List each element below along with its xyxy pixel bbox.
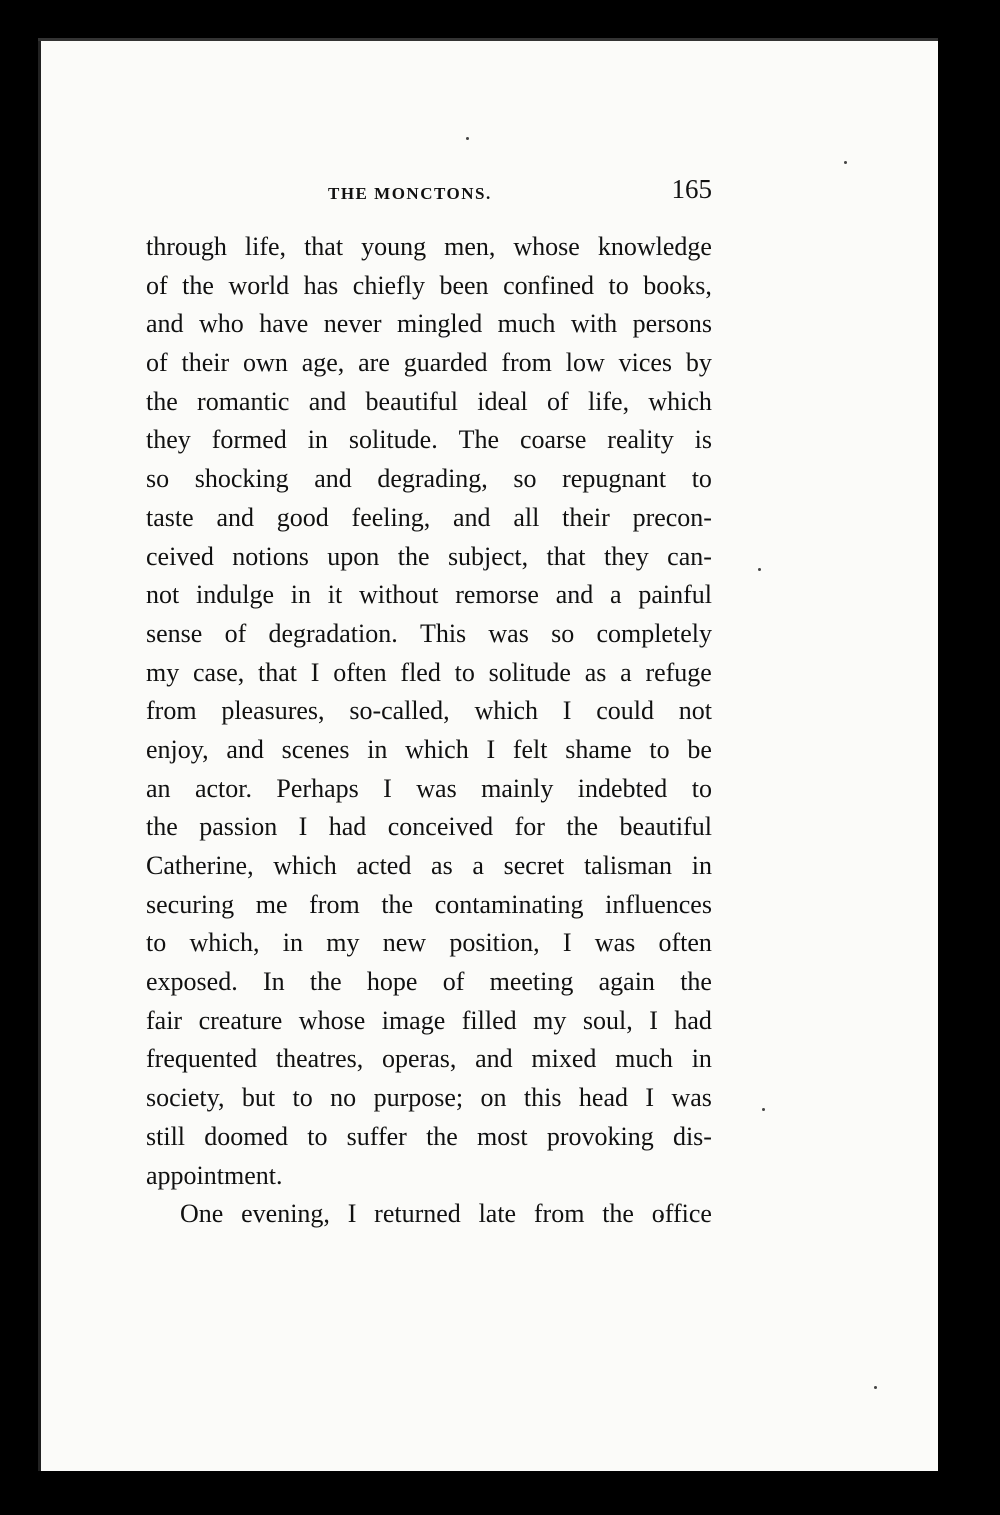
text-line — [146, 692, 712, 731]
word: One — [180, 1199, 224, 1229]
word: good — [276, 502, 329, 532]
text-line — [146, 1040, 712, 1079]
word: ceived — [146, 541, 214, 571]
word: dis- — [672, 1121, 712, 1151]
text-line — [146, 1002, 712, 1041]
word: scenes — [281, 734, 350, 764]
word: In — [262, 967, 285, 997]
word: the — [381, 889, 414, 919]
word: enjoy, — [146, 734, 209, 764]
word: had — [674, 1005, 712, 1035]
print-speck — [758, 568, 761, 571]
text-line — [146, 963, 712, 1002]
word: doomed — [204, 1121, 288, 1151]
word: mixed — [531, 1044, 597, 1074]
word: they — [146, 425, 191, 455]
word: to — [649, 734, 670, 764]
word: solitude. — [348, 425, 438, 455]
word: without — [358, 580, 439, 610]
text-line — [146, 499, 712, 538]
word: ideal — [477, 386, 528, 416]
text-line — [146, 344, 712, 383]
word: that — [304, 232, 344, 261]
word: my — [146, 657, 180, 687]
word: I — [649, 1005, 658, 1035]
word: not — [678, 696, 712, 726]
word: as — [584, 657, 607, 687]
word: this — [523, 1083, 562, 1113]
word: was — [671, 1083, 712, 1113]
word: to — [691, 773, 712, 803]
word: late — [478, 1199, 517, 1229]
word: chiefly — [352, 270, 425, 300]
word: which, — [189, 928, 260, 958]
word: own — [243, 348, 288, 378]
word: have — [259, 309, 309, 339]
word: soul, — [582, 1005, 633, 1035]
text-line — [146, 770, 712, 809]
print-speck — [844, 161, 847, 164]
word: evening, — [241, 1199, 330, 1229]
word: all — [513, 502, 540, 532]
word: never — [323, 309, 382, 339]
word: romantic — [197, 386, 290, 416]
word: head — [578, 1083, 628, 1113]
word: hope — [366, 967, 418, 997]
word: suffer — [346, 1121, 407, 1151]
text-line — [146, 305, 712, 344]
word: shame — [565, 734, 632, 764]
word: beautiful — [619, 812, 712, 842]
word: sense — [146, 618, 203, 648]
text-line — [146, 1195, 712, 1234]
word: in — [282, 928, 304, 958]
word: which — [405, 734, 469, 764]
word: confined — [503, 270, 595, 300]
word: precon- — [632, 502, 712, 532]
body-text — [146, 228, 712, 1234]
word: completely — [596, 618, 712, 648]
word: of — [146, 270, 168, 300]
word: conceived — [387, 812, 494, 842]
word: mainly — [481, 773, 554, 803]
word: from — [533, 1199, 585, 1229]
word: contaminating — [434, 889, 584, 919]
word: mingled — [396, 309, 483, 339]
word: fled — [400, 657, 441, 687]
word: taste — [146, 502, 194, 532]
word: degrading, — [377, 464, 488, 494]
word: talisman — [583, 851, 673, 880]
word: securing — [146, 889, 235, 919]
print-speck — [874, 1386, 877, 1389]
word: from — [146, 696, 197, 726]
word: the — [146, 386, 178, 416]
word: low — [565, 348, 605, 378]
word: shocking — [194, 464, 289, 494]
text-line — [146, 731, 712, 770]
text-line — [146, 460, 712, 499]
word: the — [182, 270, 214, 300]
word: the — [146, 812, 178, 842]
word: purpose; — [373, 1083, 464, 1113]
word: and — [453, 502, 491, 532]
word: a — [620, 657, 632, 687]
text-line — [146, 267, 712, 306]
text-line — [146, 847, 712, 886]
word: whose — [513, 232, 580, 261]
word: beautiful — [365, 386, 458, 416]
word: of — [442, 967, 465, 997]
word: and — [226, 734, 264, 764]
word: notions — [232, 541, 309, 571]
text-line — [146, 421, 712, 460]
word: had — [328, 812, 367, 842]
page-gutter-edge — [38, 41, 41, 1471]
word: from — [501, 348, 552, 378]
word: reality — [607, 425, 674, 455]
word: appointment. — [146, 1160, 283, 1190]
word: office — [651, 1199, 712, 1229]
word: age, — [301, 348, 345, 378]
word: I — [562, 928, 572, 958]
word: provoking — [546, 1121, 654, 1151]
word: a — [472, 851, 484, 880]
running-title: THE MONCTONS. — [328, 184, 492, 203]
word: has — [303, 270, 339, 300]
word: solitude — [488, 657, 571, 687]
word: creature — [198, 1005, 283, 1035]
word: Catherine, — [146, 851, 254, 880]
word: in — [691, 1044, 712, 1074]
word: of — [547, 386, 569, 416]
word: whose — [298, 1005, 366, 1035]
word: the — [309, 967, 342, 997]
word: degradation. — [268, 618, 398, 648]
word: to — [292, 1083, 313, 1113]
word: vices — [618, 348, 673, 378]
word: is — [694, 425, 712, 455]
word: image — [381, 1005, 446, 1035]
word: position, — [449, 928, 540, 958]
text-line — [146, 228, 712, 267]
word: life, — [244, 232, 287, 261]
word: so — [146, 464, 170, 494]
word: frequented — [146, 1044, 258, 1074]
word: my — [533, 1005, 567, 1035]
word: often — [658, 928, 712, 958]
text-line — [146, 654, 712, 693]
word: and — [146, 309, 184, 339]
text-line — [146, 1079, 712, 1118]
word: the — [566, 812, 599, 842]
word: that — [258, 657, 298, 687]
word: young — [361, 232, 427, 261]
word: I — [645, 1083, 655, 1113]
word: the — [397, 541, 430, 571]
word: feeling, — [351, 502, 431, 532]
word: influences — [605, 889, 712, 919]
word: new — [382, 928, 427, 958]
word: much — [615, 1044, 673, 1074]
word: returned — [374, 1199, 461, 1229]
word: acted — [356, 851, 412, 880]
word: their — [181, 348, 230, 378]
word: I — [310, 657, 320, 687]
word: their — [562, 502, 610, 532]
word: which — [273, 851, 337, 880]
word: from — [309, 889, 360, 919]
word: actor. — [194, 773, 252, 803]
text-line — [146, 808, 712, 847]
page-number: 165 — [671, 174, 712, 204]
word: upon — [327, 541, 380, 571]
word: be — [687, 734, 712, 764]
word: through — [146, 232, 227, 261]
word: filled — [461, 1005, 517, 1035]
word: and — [314, 464, 352, 494]
word: of — [224, 618, 247, 648]
word: the — [602, 1199, 634, 1229]
text-line — [146, 576, 712, 615]
word: so-called, — [349, 696, 450, 726]
text-line — [146, 1157, 712, 1196]
word: indebted — [577, 773, 668, 803]
word: could — [596, 696, 654, 726]
word: to — [608, 270, 629, 300]
word: so — [513, 464, 537, 494]
word: most — [477, 1121, 528, 1151]
word: it — [327, 580, 343, 610]
word: operas, — [382, 1044, 457, 1074]
word: a — [610, 580, 622, 610]
word: men, — [444, 232, 496, 261]
word: which — [648, 386, 712, 416]
word: for — [514, 812, 545, 842]
word: painful — [638, 580, 712, 610]
word: to — [146, 928, 167, 958]
word: with — [570, 309, 618, 339]
word: formed — [211, 425, 287, 455]
word: was — [594, 928, 636, 958]
word: world — [228, 270, 290, 300]
word: repugnant — [562, 464, 667, 494]
word: theatres, — [275, 1044, 364, 1074]
word: The — [458, 425, 500, 455]
word: so — [551, 618, 575, 648]
word: and — [216, 502, 254, 532]
word: guarded — [403, 348, 488, 378]
text-line — [146, 924, 712, 963]
word: subject, — [447, 541, 529, 571]
word: exposed. — [146, 967, 238, 997]
word: to — [454, 657, 475, 687]
word: in — [307, 425, 328, 455]
word: felt — [512, 734, 548, 764]
word: which — [474, 696, 538, 726]
word: remorse — [455, 580, 539, 610]
word: an — [146, 773, 171, 803]
word: This — [419, 618, 467, 648]
word: by — [685, 348, 712, 378]
word: I — [298, 812, 308, 842]
word: my — [326, 928, 360, 958]
word: to — [691, 464, 712, 494]
word: but — [241, 1083, 276, 1113]
word: much — [497, 309, 556, 339]
word: pleasures, — [221, 696, 325, 726]
word: that — [546, 541, 586, 571]
page-header — [146, 174, 712, 218]
print-speck — [762, 1108, 765, 1111]
word: been — [439, 270, 489, 300]
word: refuge — [645, 657, 712, 687]
word: I — [383, 773, 392, 803]
word: not — [146, 580, 180, 610]
word: passion — [199, 812, 278, 842]
word: me — [255, 889, 288, 919]
word: indulge — [196, 580, 274, 610]
text-line — [146, 886, 712, 925]
word: on — [480, 1083, 507, 1113]
word: still — [146, 1121, 186, 1151]
word: I — [562, 696, 572, 726]
word: Perhaps — [276, 773, 359, 803]
word: who — [199, 309, 244, 339]
word: I — [486, 734, 496, 764]
print-speck — [466, 137, 469, 140]
word: as — [431, 851, 453, 880]
word: to — [307, 1121, 328, 1151]
word: they — [603, 541, 649, 571]
word: I — [347, 1199, 357, 1229]
word: secret — [503, 851, 565, 880]
word: in — [290, 580, 311, 610]
word: of — [146, 348, 168, 378]
word: are — [358, 348, 390, 378]
word: often — [333, 657, 387, 687]
word: can- — [667, 541, 712, 571]
word: in — [367, 734, 388, 764]
word: was — [416, 773, 457, 803]
word: persons — [632, 309, 712, 339]
word: knowledge — [597, 232, 712, 261]
word: the — [426, 1121, 458, 1151]
word: the — [680, 967, 712, 997]
text-line — [146, 615, 712, 654]
word: society, — [146, 1083, 225, 1113]
word: in — [691, 851, 712, 880]
word: no — [330, 1083, 357, 1113]
word: and — [308, 386, 347, 416]
word: and — [555, 580, 594, 610]
word: meeting — [489, 967, 574, 997]
word: case, — [193, 657, 245, 687]
word: books, — [643, 270, 712, 300]
word: coarse — [519, 425, 587, 455]
word: and — [475, 1044, 513, 1074]
word: life, — [587, 386, 630, 416]
text-line — [146, 383, 712, 422]
word: was — [488, 618, 529, 648]
text-line — [146, 538, 712, 577]
text-line — [146, 1118, 712, 1157]
word: fair — [146, 1005, 183, 1035]
word: again — [598, 967, 655, 997]
